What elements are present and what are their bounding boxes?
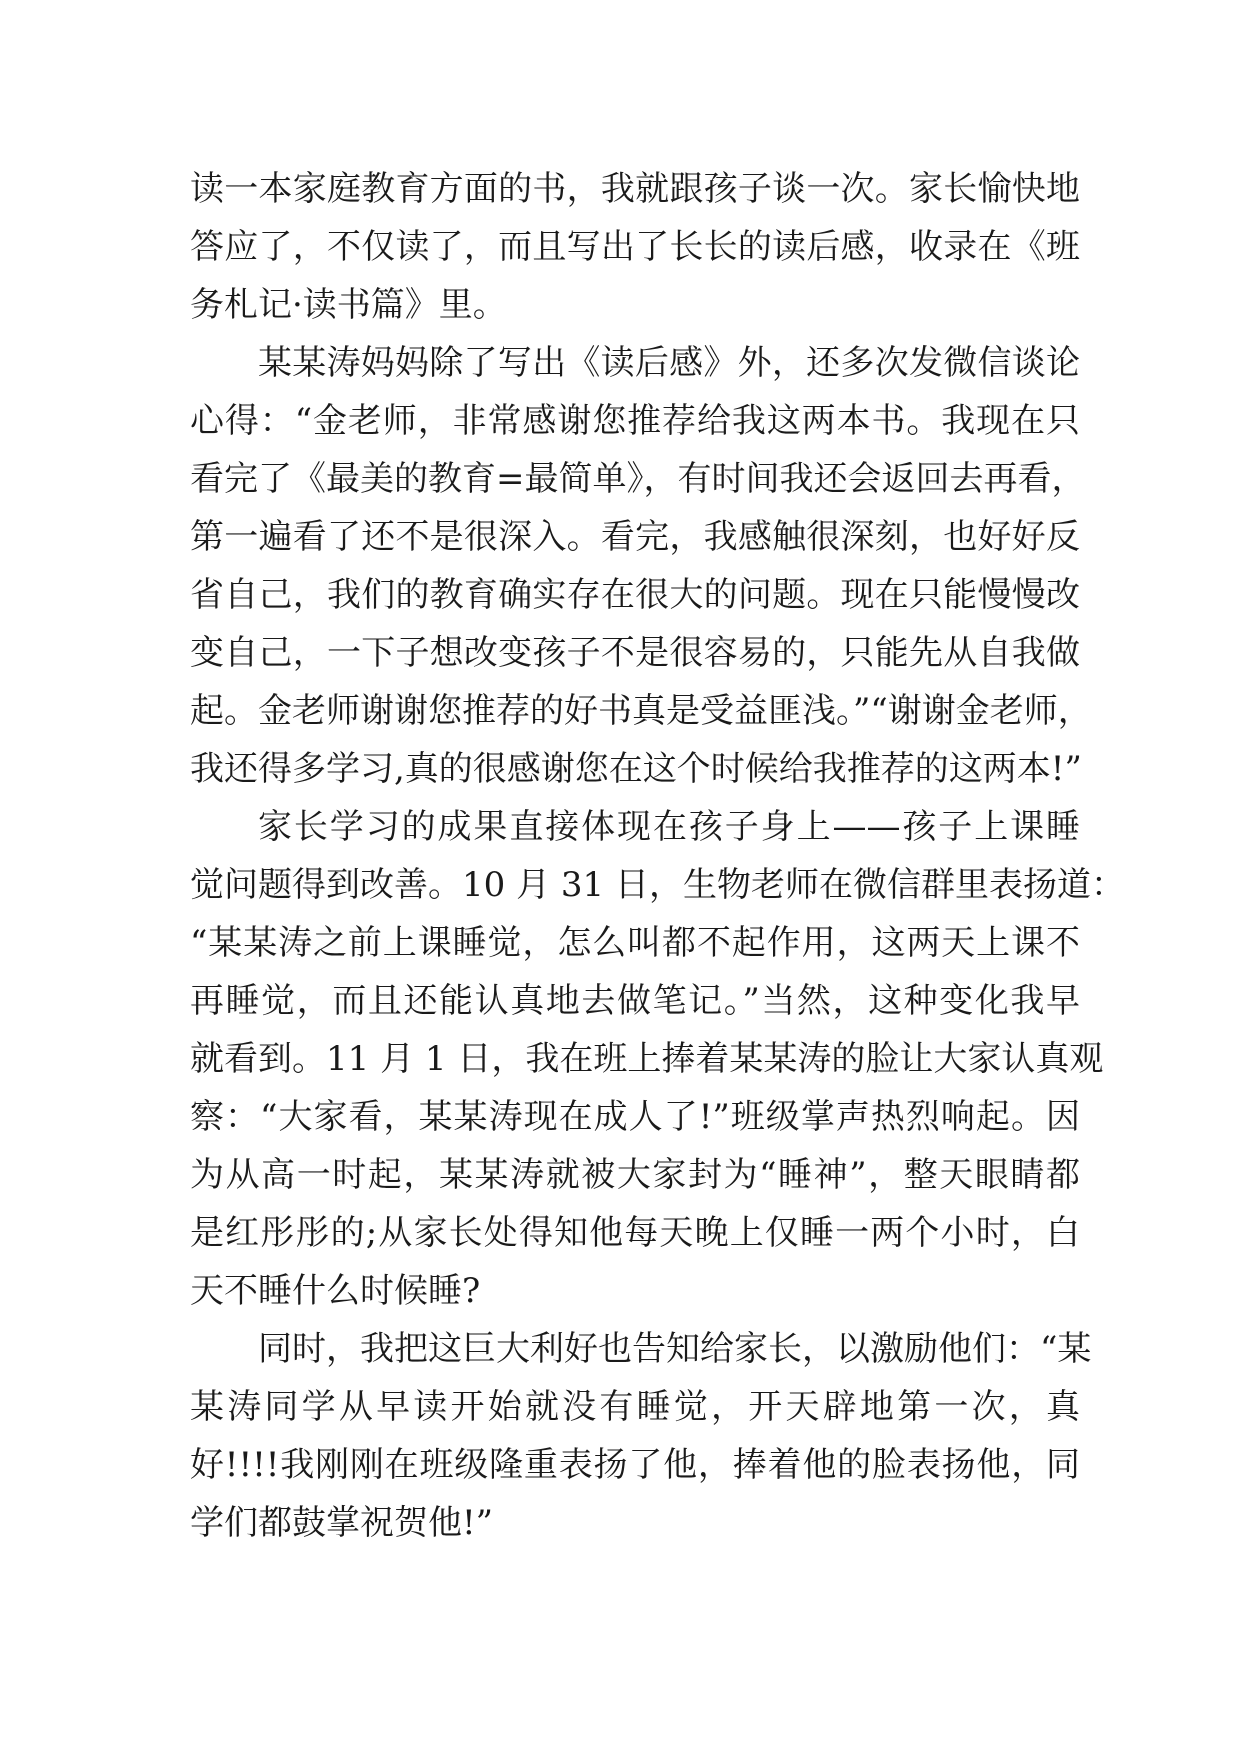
text-line: 务札记·读书篇》里。: [190, 285, 507, 325]
text-line: 同时，我把这巨大利好也告知给家长，以激励他们：“某: [258, 1329, 1092, 1369]
text-line: “某某涛之前上课睡觉，怎么叫都不起作用，这两天上课不: [190, 923, 1080, 963]
text-line: 是红彤彤的;从家长处得知他每天晚上仅睡一两个小时，白: [190, 1213, 1080, 1253]
text-line: 再睡觉，而且还能认真地去做笔记。”当然，这种变化我早: [190, 981, 1080, 1021]
paragraph: [190, 334, 1092, 798]
text-line: 答应了，不仅读了，而且写出了长长的读后感，收录在《班: [190, 227, 1080, 267]
paragraph: [190, 1320, 1092, 1552]
text-line: 读一本家庭教育方面的书，我就跟孩子谈一次。家长愉快地: [190, 169, 1080, 209]
text-line: 好!!!!我刚刚在班级隆重表扬了他，捧着他的脸表扬他，同: [190, 1445, 1080, 1485]
text-line: 某某涛妈妈除了写出《读后感》外，还多次发微信谈论: [258, 343, 1080, 383]
text-line: 学们都鼓掌祝贺他!”: [190, 1503, 494, 1543]
body-text: [190, 160, 1125, 1552]
text-line: 我还得多学习,真的很感谢您在这个时候给我推荐的这两本!”: [190, 749, 1082, 789]
text-line: 觉问题得到改善。10 月 31 日，生物老师在微信群里表扬道：: [190, 865, 1125, 905]
text-line: 看完了《最美的教育=最简单》，有时间我还会返回去再看，: [190, 459, 1086, 499]
text-line: 某涛同学从早读开始就没有睡觉，开天辟地第一次，真: [190, 1387, 1080, 1427]
text-line: 起。金老师谢谢您推荐的好书真是受益匪浅。”“谢谢金老师，: [190, 691, 1092, 731]
text-line: 察：“大家看，某某涛现在成人了!”班级掌声热烈响起。因: [190, 1097, 1080, 1137]
paragraph: [190, 160, 1080, 334]
text-line: 第一遍看了还不是很深入。看完，我感触很深刻，也好好反: [190, 517, 1080, 557]
text-line: 天不睡什么时候睡?: [190, 1271, 481, 1311]
text-line: 为从高一时起，某某涛就被大家封为“睡神”，整天眼睛都: [190, 1155, 1080, 1195]
text-line: 省自己，我们的教育确实存在很大的问题。现在只能慢慢改: [190, 575, 1080, 615]
text-line: 就看到。11 月 1 日，我在班上捧着某某涛的脸让大家认真观: [190, 1039, 1104, 1079]
paragraph: [190, 798, 1125, 1320]
text-line: 心得：“金老师，非常感谢您推荐给我这两本书。我现在只: [190, 401, 1080, 441]
text-line: 家长学习的成果直接体现在孩子身上——孩子上课睡: [258, 807, 1080, 847]
text-line: 变自己，一下子想改变孩子不是很容易的，只能先从自我做: [190, 633, 1080, 673]
